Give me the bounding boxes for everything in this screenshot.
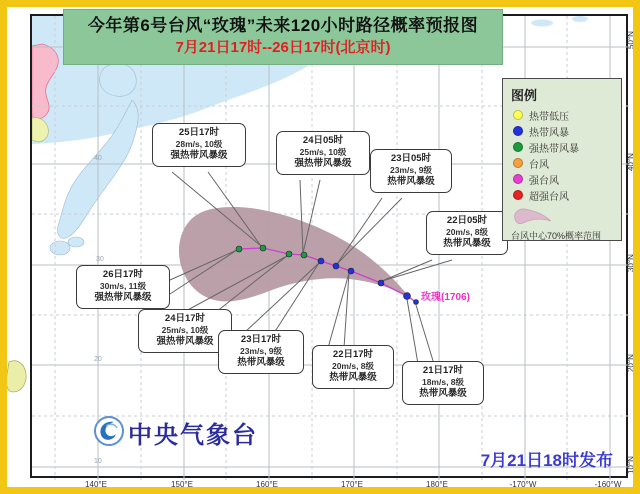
page-title: 今年第6号台风“玫瑰”未来120小时路径概率预报图	[87, 16, 479, 35]
cma-logo-icon	[92, 414, 126, 448]
legend-item-label: 强台风	[529, 175, 559, 187]
callout-time: 24日05时	[302, 135, 344, 146]
callout-time: 23日05时	[390, 153, 432, 164]
callout-24d05	[276, 131, 370, 175]
track-point	[378, 280, 384, 286]
legend-item-label: 热带低压	[529, 111, 569, 123]
track-point	[260, 245, 266, 251]
lon-tick-label: 140°E	[85, 480, 107, 489]
legend-item	[511, 123, 613, 139]
legend-cone-swatch-row	[511, 205, 613, 229]
storm-name-label: 玫瑰(1706)	[421, 292, 470, 303]
callout-intensity: 热带风暴级	[237, 357, 285, 369]
callout-22d05	[426, 211, 508, 255]
callout-26d17	[76, 265, 170, 309]
callout-intensity: 热带风暴级	[443, 238, 491, 250]
callout-intensity: 热带风暴级	[387, 176, 435, 188]
svg-text:30: 30	[96, 256, 104, 263]
legend-item	[511, 171, 613, 187]
legend-item-label: 超强台风	[529, 191, 569, 203]
callout-intensity: 热带风暴级	[329, 372, 377, 384]
island-aleutian	[531, 20, 553, 27]
legend-item	[511, 155, 613, 171]
tropical-depression-dot-icon	[513, 110, 523, 120]
super-typhoon-dot-icon	[513, 190, 523, 200]
legend-item-label: 台风	[529, 159, 549, 171]
callout-time: 22日05时	[446, 215, 488, 226]
legend-item-label: 热带风暴	[529, 127, 569, 139]
callout-wind: 30m/s, 11级	[99, 281, 147, 292]
page-subtitle: 7月21日17时--26日17时(北京时)	[175, 38, 391, 56]
lat-tick-label: 50°N	[626, 31, 636, 49]
callout-time: 22日17时	[332, 349, 374, 360]
callout-wind: 25m/s, 10级	[161, 325, 209, 336]
callout-wind: 23m/s, 9级	[389, 165, 433, 176]
callout-wind: 20m/s, 8级	[445, 227, 489, 238]
land-hokkaido	[100, 64, 137, 97]
legend-title: 图例	[511, 88, 538, 103]
title-box	[63, 9, 503, 65]
lat-tick-label: 30°N	[626, 254, 636, 272]
callout-time: 25日17时	[178, 127, 220, 138]
callout-21d17	[402, 361, 484, 405]
typhoon-dot-icon	[513, 158, 523, 168]
lat-tick-label: 10°N	[626, 456, 636, 474]
callout-intensity: 强热带风暴级	[170, 150, 228, 162]
callout-23d17	[218, 330, 304, 374]
callout-wind: 28m/s, 10级	[175, 139, 223, 150]
callout-intensity: 热带风暴级	[419, 388, 467, 400]
track-point	[404, 293, 411, 300]
cone-range-label: 台风中心70%概率范围	[511, 231, 602, 241]
track-point	[318, 258, 324, 264]
legend-item	[511, 187, 613, 203]
track-point	[414, 300, 419, 305]
track-point	[348, 268, 354, 274]
callout-time: 23日17时	[240, 334, 282, 345]
island-aleutian	[572, 16, 588, 22]
callout-time: 24日17时	[164, 313, 206, 324]
lon-tick-label: -170°W	[509, 480, 537, 489]
track-point	[301, 252, 307, 258]
land-kyushu	[50, 241, 70, 255]
callout-wind: 18m/s, 8级	[421, 377, 465, 388]
lon-tick-label: 160°E	[256, 480, 278, 489]
land-shikoku	[68, 237, 84, 247]
legend	[502, 78, 622, 241]
track-point	[286, 251, 292, 257]
lon-tick-label: 150°E	[171, 480, 193, 489]
severe-typhoon-dot-icon	[513, 174, 523, 184]
callout-wind: 20m/s, 8级	[331, 361, 375, 372]
svg-text:20: 20	[94, 356, 102, 363]
callout-25d17	[152, 123, 246, 167]
svg-text:10: 10	[94, 458, 102, 465]
severe-tropical-storm-dot-icon	[513, 142, 523, 152]
lat-tick-label: 40°N	[626, 153, 636, 171]
lat-tick-label: 20°N	[626, 354, 636, 372]
callout-23d05	[370, 149, 452, 193]
lon-tick-label: -160°W	[594, 480, 622, 489]
track-point	[333, 263, 339, 269]
tropical-storm-dot-icon	[513, 126, 523, 136]
svg-text:40: 40	[94, 155, 102, 162]
agency-name: 中央气象台	[128, 422, 258, 449]
legend-item-label: 强热带风暴	[529, 143, 579, 155]
lon-tick-label: 170°E	[341, 480, 363, 489]
callout-intensity: 强热带风暴级	[294, 158, 352, 170]
legend-item	[511, 107, 613, 123]
legend-item	[511, 139, 613, 155]
release-time: 7月21日18时发布	[480, 451, 613, 470]
callout-intensity: 强热带风暴级	[94, 292, 152, 304]
callout-22d17	[312, 345, 394, 389]
callout-time: 26日17时	[102, 269, 144, 280]
track-point	[236, 246, 242, 252]
callout-wind: 25m/s, 10级	[299, 147, 347, 158]
cone-swatch-icon	[511, 205, 555, 227]
callout-intensity: 强热带风暴级	[156, 336, 214, 348]
callout-wind: 23m/s, 9级	[239, 346, 283, 357]
margin-land-blob	[5, 356, 29, 396]
callout-time: 21日17时	[422, 365, 464, 376]
lon-tick-label: 180°E	[426, 480, 448, 489]
